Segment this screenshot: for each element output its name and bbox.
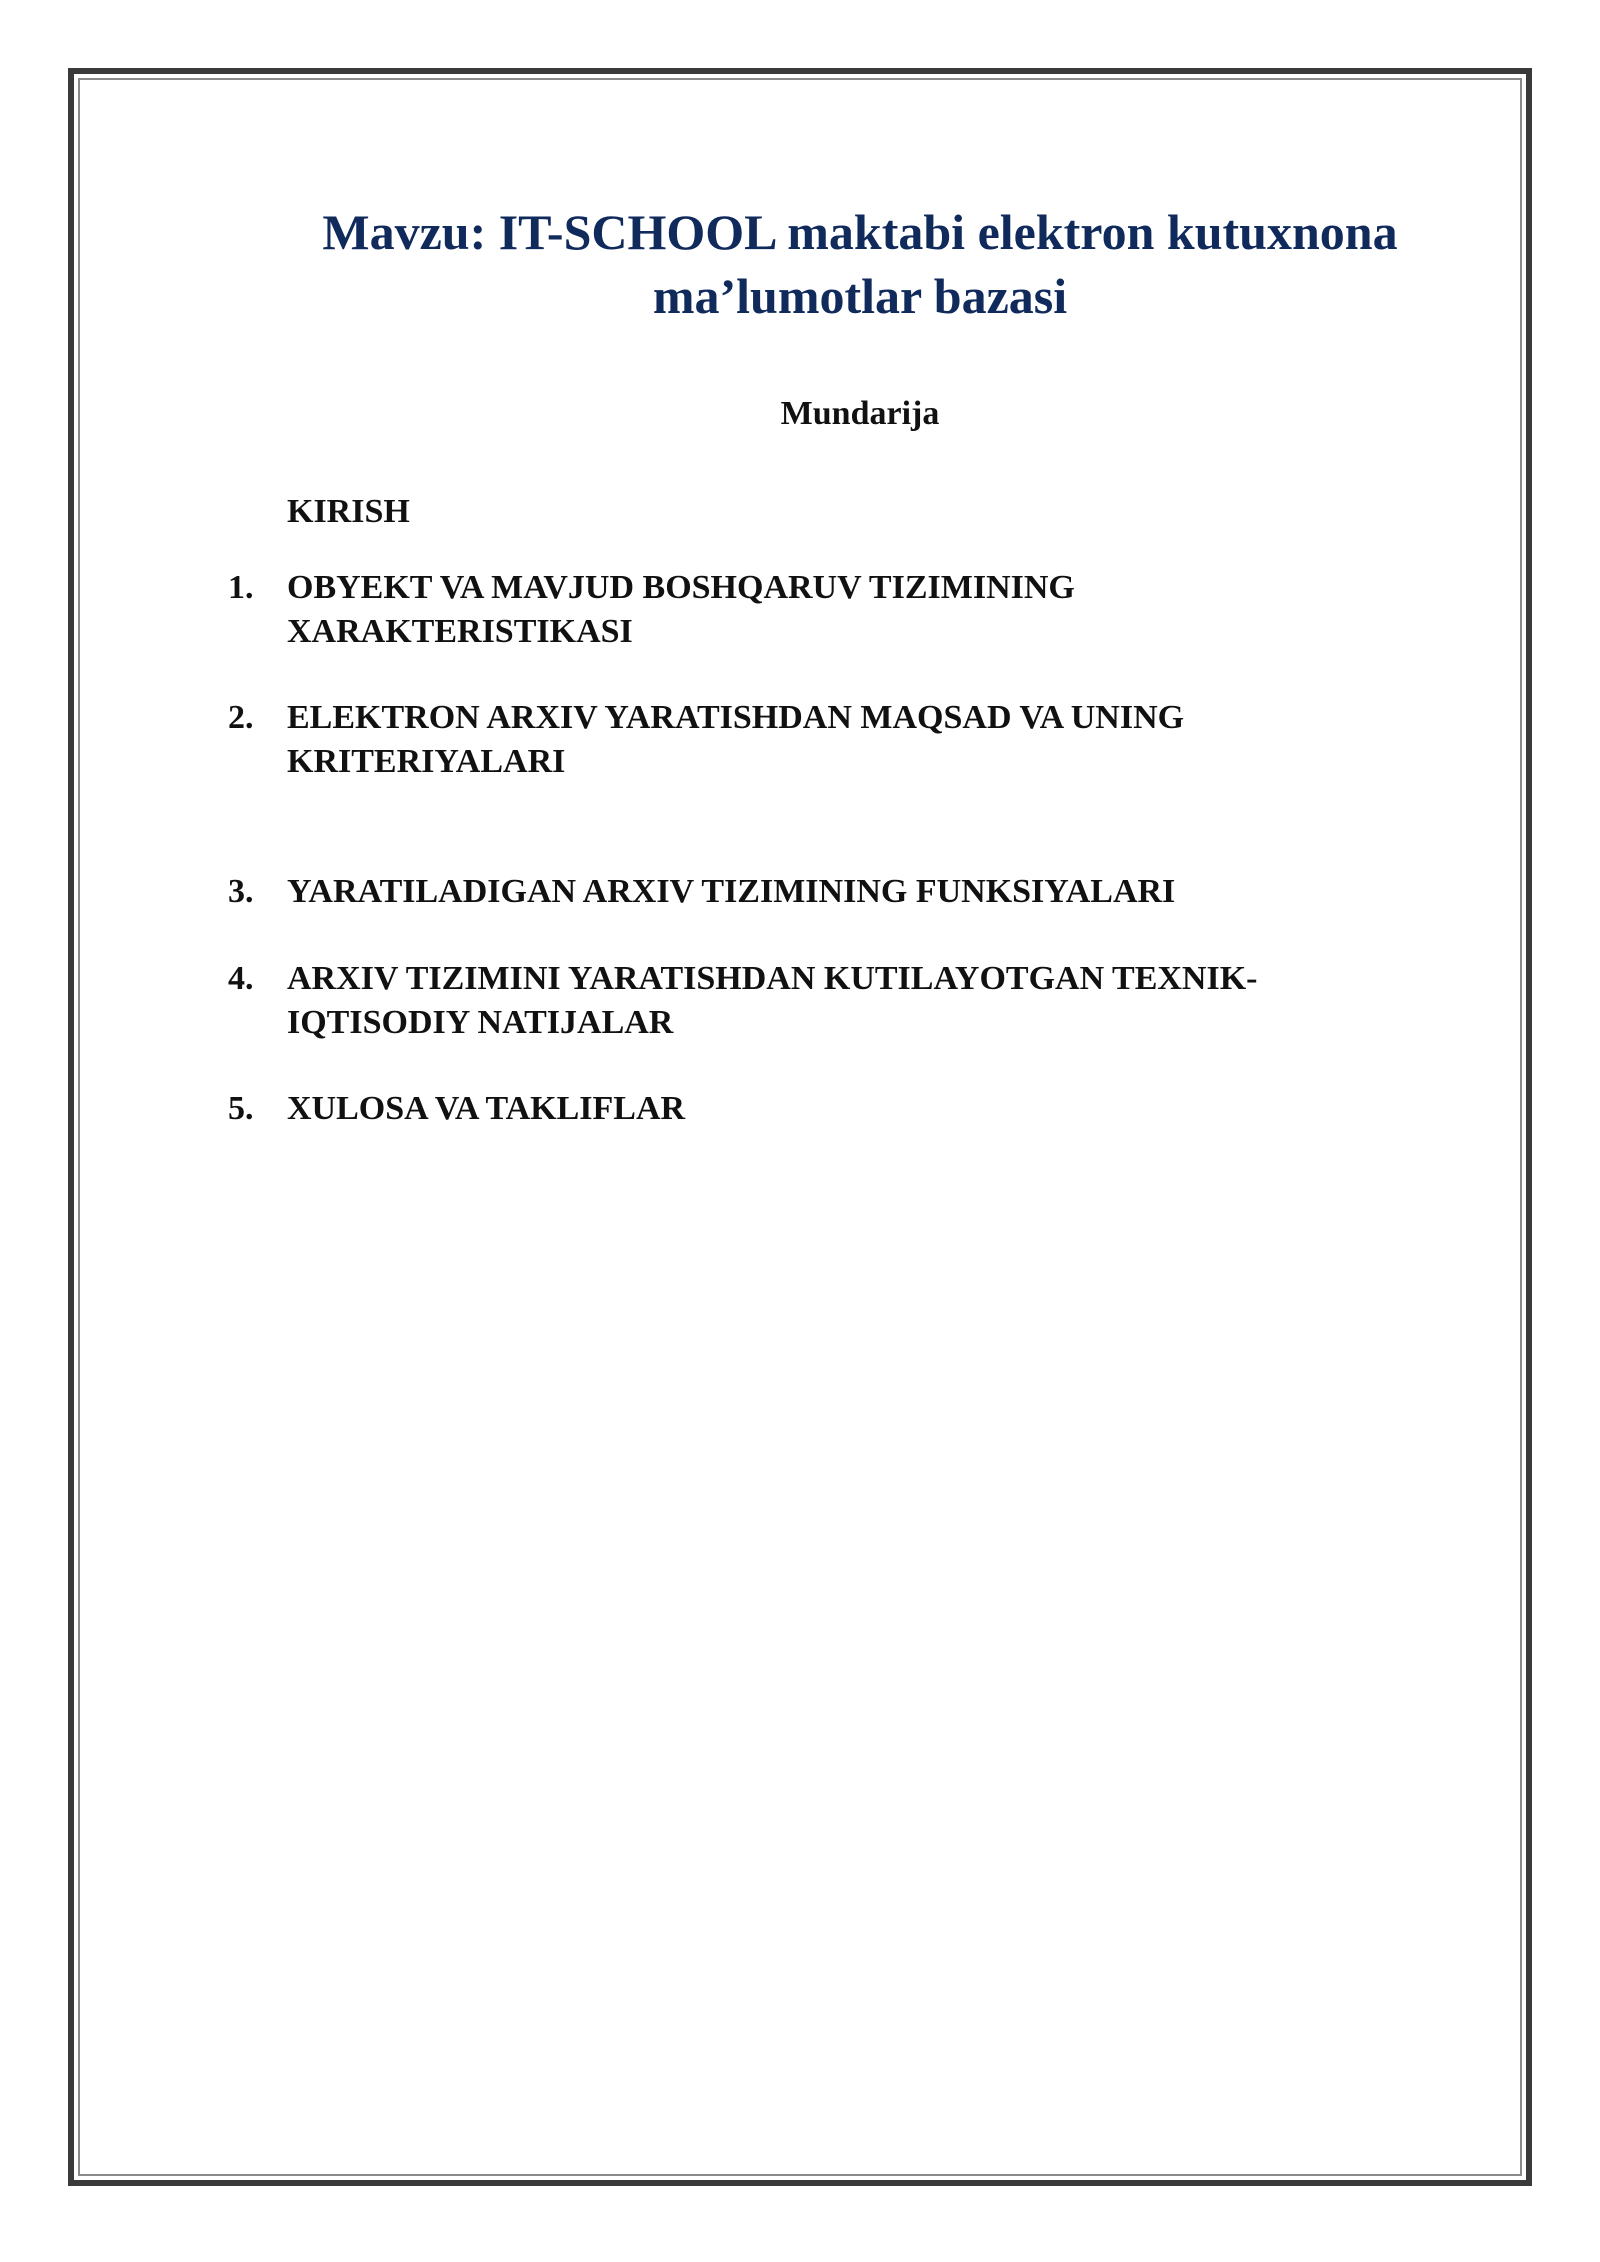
toc-item-line-1: YARATILADIGAN ARXIV TIZIMINING FUNKSIYALARI <box>287 873 1176 910</box>
toc-item-label <box>287 696 1427 784</box>
toc-item-line-1: ELEKTRON ARXIV YARATISHDAN MAQSAD VA UNING <box>287 699 1185 736</box>
toc-item-line-1: OBYEKT VA MAVJUD BOSHQARUV TIZIMINING <box>287 569 1075 606</box>
toc-intro-label: KIRISH <box>287 493 410 530</box>
title-line-1: Mavzu: IT-SCHOOL maktabi elektron kutuxnona <box>322 204 1398 260</box>
toc-heading: Mundarija <box>780 395 940 432</box>
toc-item-line-2: KRITERIYALARI <box>287 743 566 780</box>
toc-item-number: 2. <box>228 699 254 736</box>
toc-item-line-2: IQTISODIY NATIJALAR <box>287 1004 674 1041</box>
toc-item-number: 5. <box>228 1090 254 1127</box>
toc-item-label <box>287 957 1427 1045</box>
document-title <box>220 200 1500 328</box>
toc-item-label <box>287 870 1427 914</box>
title-line-2: ma’lumotlar bazasi <box>652 268 1068 324</box>
toc-item-number: 4. <box>228 960 254 997</box>
toc-item-line-1: XULOSA VA TAKLIFLAR <box>287 1090 686 1127</box>
toc-item-number: 1. <box>228 569 254 606</box>
toc-item-label <box>287 566 1427 654</box>
toc-item-line-2: XARAKTERISTIKASI <box>287 613 633 650</box>
toc-item-line-1: ARXIV TIZIMINI YARATISHDAN KUTILAYOTGAN TEXNIK- <box>287 960 1258 997</box>
toc-item-number: 3. <box>228 873 254 910</box>
toc-item-label <box>287 1087 1427 1131</box>
